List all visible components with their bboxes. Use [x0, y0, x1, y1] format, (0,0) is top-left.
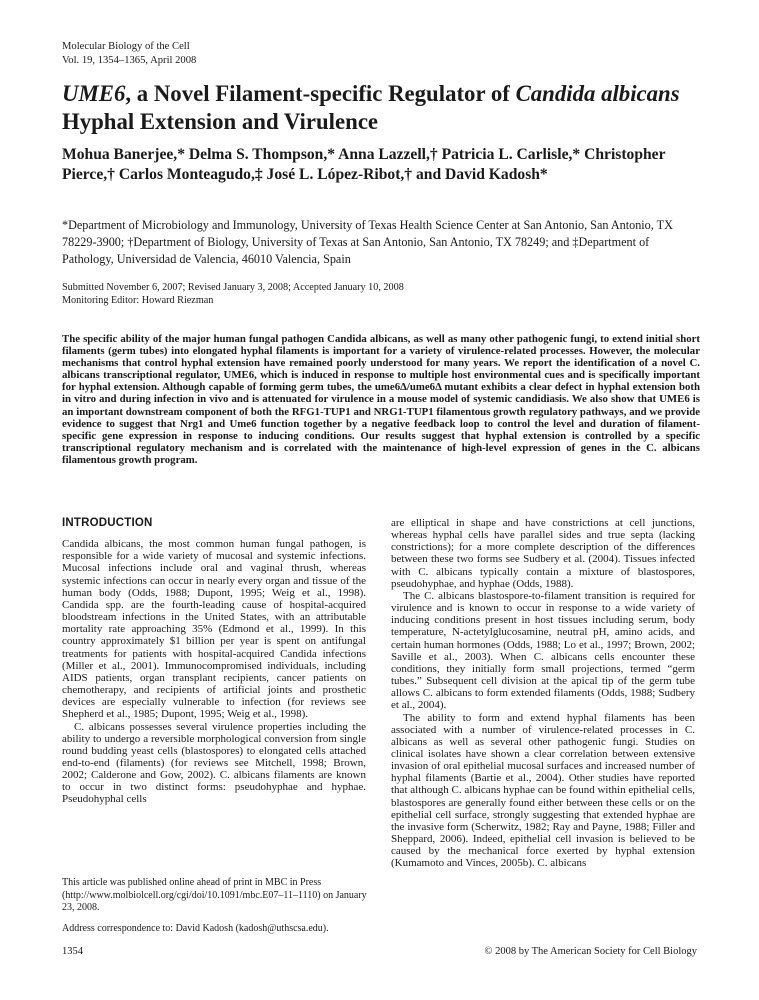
author-list: Mohua Banerjee,* Delma S. Thompson,* Anna Lazzell,† Patricia L. Carlisle,* Christopher Pierce,† Carlos Monteagudo,‡ José L. López-Ribot,† and David Kadosh* — [62, 146, 666, 183]
title-end: Hyphal Extension and Virulence — [62, 109, 379, 134]
monitoring-editor: Monitoring Editor: Howard Riezman — [62, 295, 214, 306]
column-left — [62, 517, 366, 806]
submission-dates: Submitted November 6, 2007; Revised January 3, 2008; Accepted January 10, 2008 — [62, 282, 404, 293]
journal-volume: Vol. 19, 1354–1365, April 2008 — [62, 55, 197, 66]
intro-paragraph-5: The ability to form and extend hyphal filaments has been associated with a number of virulence-related processes in C. albicans as well as several other pathogenic fungi. Studies on clinical isolates have shown a clear correlation between extensive invasion of oral epithelial mucosal surfaces and increased number of hyphal filaments (Bartie et al., 2004). Other studies have reported that although C. albicans hyphae can be found within epithelial cells, blastospores are generally found either between these cells or on the epithelial cell surface, strongly suggesting that extended hyphae are the invasive form (Scherwitz, 1982; Ray and Payne, 1988; Filler and Sheppard, 2006). Indeed, epithelial cell invasion is believed to be caused by the mechanical force exerted by hyphal extension (Kumamoto and Vinces, 2005b). C. albicans — [391, 711, 695, 870]
page-number: 1354 — [62, 946, 83, 957]
intro-paragraph-4: The C. albicans blastospore-to-filament transition is required for virulence and is known to occur in response to a wide variety of inducing conditions present in host tissues including serum, body temperature, N-actetylglucosamine, neutral pH, amino acids, and certain human hormones (Odds, 1988; Lo et al., 1997; Brown, 2002; Saville et al., 2003). When C. albicans cells encounter these conditions, they initially form small projections, termed “germ tubes.” Subsequent cell division at the apical tip of the germ tube allows C. albicans to form extended filaments (Odds, 1988; Sudbery et al., 2004). — [391, 589, 695, 712]
column-right — [391, 517, 695, 870]
title-middle: , a Novel Filament-specific Regulator of — [125, 81, 516, 106]
journal-name: Molecular Biology of the Cell — [62, 41, 190, 52]
section-heading-introduction: INTRODUCTION — [62, 517, 153, 529]
title-gene: UME6 — [62, 81, 126, 106]
footnote-online-publication: This article was published online ahead of print in MBC in Press (http://www.molbiolcell.org/cgi/doi/10.1091/mbc.E07–11–1110) on January 23, 2008. — [62, 877, 367, 914]
submission-info — [62, 281, 404, 307]
abstract: The specific ability of the major human fungal pathogen Candida albicans, as well as many other pathogenic fungi, to extend initial short filaments (germ tubes) into elongated hyphal filaments is important for a variety of virulence-related processes. However, the molecular mechanisms that control hyphal extension have remained poorly understood for many years. We report the identification of a novel C. albicans transcriptional regulator, UME6, which is induced in response to multiple host environmental cues and is specifically important for hyphal extension. Although capable of forming germ tubes, the ume6Δ/ume6Δ mutant exhibits a clear defect in hyphal extension both in vitro and during infection in vivo and is attenuated for virulence in a mouse model of systemic candidiasis. We also show that UME6 is an important downstream component of both the RFG1-TUP1 and NRG1-TUP1 filamentous growth regulatory pathways, and we provide evidence to suggest that Nrg1 and Ume6 function together by a negative feedback loop to control the level and duration of filament-specific gene expression in response to inducing conditions. Our results suggest that hyphal extension is controlled by a specific transcriptional regulatory mechanism and is correlated with the maintenance of high-level expression of genes in the C. albicans filamentous growth program. — [62, 333, 700, 466]
title-organism: Candida albicans — [515, 81, 680, 106]
article-title — [62, 80, 712, 136]
intro-paragraph-1: Candida albicans, the most common human fungal pathogen, is responsible for a wide variety of mucosal and systemic infections. Mucosal infections include oral and vaginal thrush, whereas systemic infections can occur in nearly every organ and tissue of the human body (Odds, 1988; Dupont, 1995; Weig et al., 1998). Candida spp. are the fourth-leading cause of hospital-acquired bloodstream infections in the United States, with an attributable mortality rate approaching 35% (Edmond et al., 1999). In this country approximately $1 billion per year is spent on antifungal treatments for patients with hospital-acquired Candida infections (Miller et al., 2001). Immunocompromised individuals, including AIDS patients, organ transplant recipients, cancer patients on chemotherapy, and recipients of artificial joints and prosthetic devices are especially vulnerable to infection (for reviews see Shepherd et al., 1985; Dupont, 1995; Weig et al., 1998). — [62, 538, 366, 721]
footnote-correspondence: Address correspondence to: David Kadosh (kadosh@uthscsa.edu). — [62, 922, 329, 934]
journal-header — [62, 40, 196, 68]
intro-paragraph-2: C. albicans possesses several virulence properties including the ability to undergo a reversible morphological conversion from single round budding yeast cells (blastospores) to elongated cells attached end-to-end (filaments) (for reviews see Mitchell, 1998; Brown, 2002; Calderone and Gow, 2002). C. albicans filaments are known to occur in two distinct forms: pseudohyphae and hyphae. Pseudohyphal cells — [62, 720, 366, 806]
intro-paragraph-3: are elliptical in shape and have constrictions at cell junctions, whereas hyphal cells have parallel sides and true septa (lacking constrictions); for a more complete description of the differences between these two forms see Sudbery et al. (2004). Tissues infected with C. albicans typically contain a mixture of blastospores, pseudohyphae, and hyphae (Odds, 1988). — [391, 517, 695, 590]
footnotes — [62, 877, 368, 935]
affiliations: *Department of Microbiology and Immunology, University of Texas Health Science Center at San Antonio, San Antonio, TX 78229-3900; †Department of Biology, University of Texas at San Antonio, San Antonio, TX 78249; and ‡Department of Pathology, Universidad de Valencia, 46010 Valencia, Spain — [62, 218, 673, 266]
copyright-notice: © 2008 by The American Society for Cell Biology — [484, 946, 697, 957]
